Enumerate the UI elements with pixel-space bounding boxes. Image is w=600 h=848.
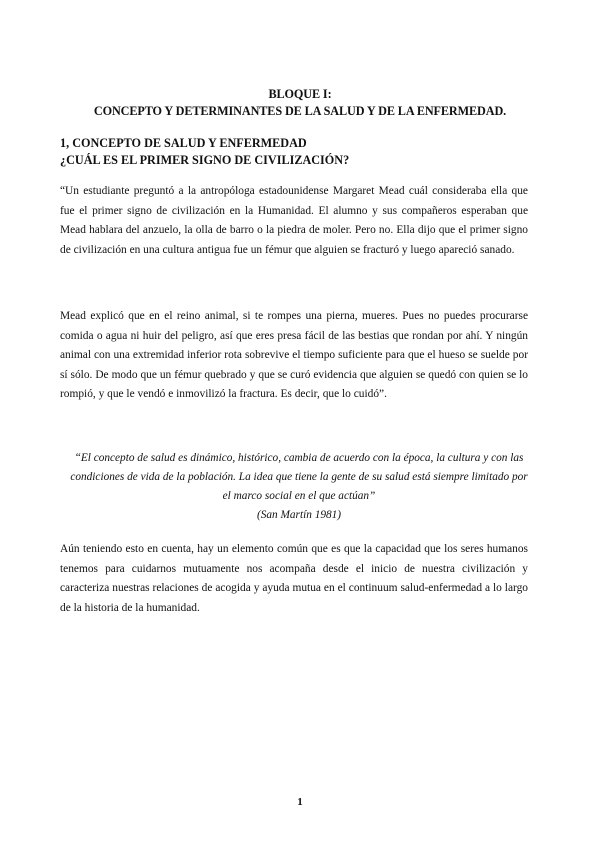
section-title: 1, CONCEPTO DE SALUD Y ENFERMEDAD — [60, 136, 307, 150]
page-number: 1 — [297, 796, 303, 808]
section-heading — [60, 135, 349, 169]
block-quote — [70, 449, 528, 525]
quote-text: “El concepto de salud es dinámico, histórico, cambia de acuerdo con la época, la cultura y con las condiciones de vida de la población. La idea que tiene la gente de su salud está siempre limitado por el marco social en el que actúan” — [70, 452, 528, 502]
body-paragraph: “Un estudiante preguntó a la antropóloga estadounidense Margaret Mead cuál consideraba ella que fue el primer signo de civilización en la Humanidad. El alumno y sus compañeros esperaban que Mead hablara del anzuelo, la olla de barro o la piedra de moler. Pero no. Ella dijo que el primer signo de civilización en una cultura antigua fue un fémur que alguien se fracturó y luego apareció sanado. — [60, 185, 528, 256]
block-number: BLOQUE I: — [268, 87, 332, 101]
body-paragraph: Mead explicó que en el reino animal, si te rompes una pierna, mueres. Pues no puedes procurarse comida o agua ni huir del peligro, así que eres presa fácil de las bestias que rondan por ahí. Y ningún animal con una extremidad inferior rota sobrevive el tiempo suficiente para que el hueso se suelde por sí sólo. De modo que un fémur quebrado y que se curó evidencia que alguien se quedó con quien se lo rompió, y que le vendó e inmovilizó la fractura. Es decir, que lo cuidó”. — [60, 310, 528, 400]
quote-source: (San Martín 1981) — [256, 509, 342, 521]
section-subtitle: ¿CUÁL ES EL PRIMER SIGNO DE CIVILIZACIÓN? — [60, 153, 350, 167]
body-paragraph: Aún teniendo esto en cuenta, hay un elemento común que es que la capacidad que los seres humanos tenemos para cuidarnos mutuamente nos acompaña desde el inicio de nuestra civilización y caracteriza nuestras relaciones de acogida y ayuda mutua en el continuum salud-enfermedad a lo largo de la historia de la humanidad. — [60, 543, 528, 614]
block-title: CONCEPTO Y DETERMINANTES DE LA SALUD Y DE LA ENFERMEDAD. — [93, 104, 507, 118]
block-heading — [60, 86, 540, 120]
